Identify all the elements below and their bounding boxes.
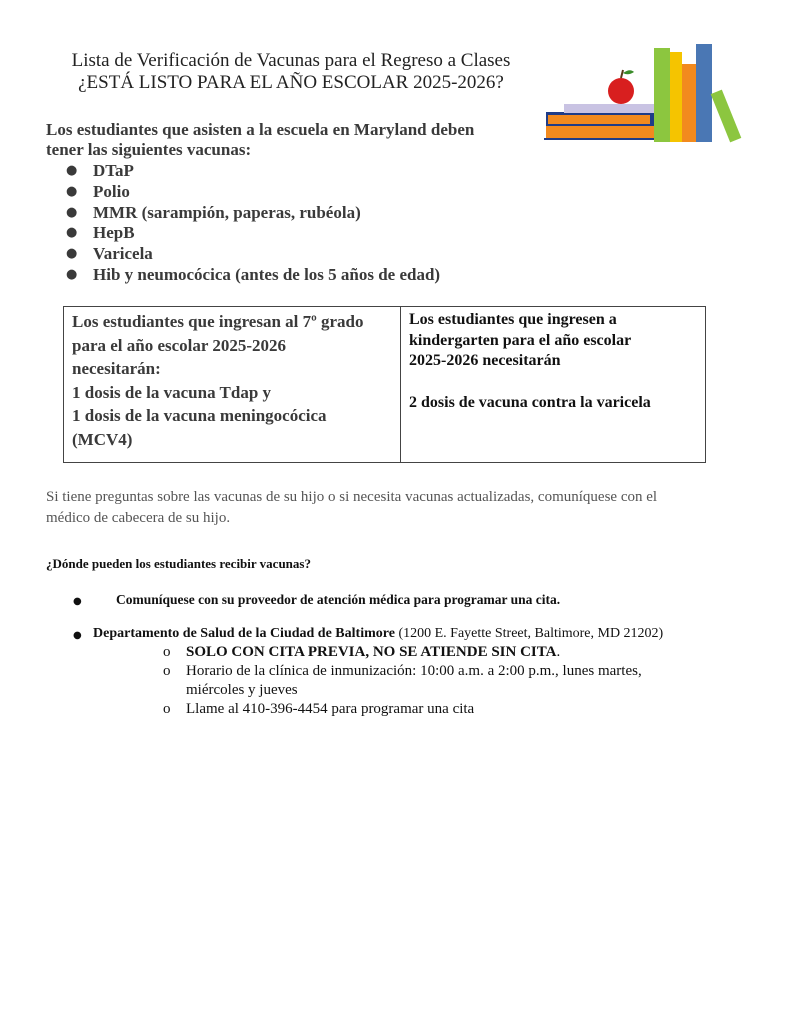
cell-line: Los estudiantes que ingresan al 7º grado <box>72 312 364 331</box>
intro-line-1: Los estudiantes que asisten a la escuela en Maryland deben <box>46 120 475 139</box>
list-item <box>163 681 745 700</box>
sub-bullet-icon: o <box>163 644 171 660</box>
book-orange-tall <box>682 64 696 142</box>
intro-line-2: tener las siguientes vacunas: <box>46 140 252 159</box>
list-item: ● Hib y neumocócica (antes de los 5 años de edad) <box>66 265 440 286</box>
title-line-1: Lista de Verificación de Vacunas para el Regreso a Clases <box>71 50 511 71</box>
bullet-icon: ● <box>73 596 82 607</box>
call-text: Llame al 410-396-4454 para programar una cita <box>186 701 475 717</box>
book-yellow <box>670 52 682 142</box>
clinic-hours-line-1: Horario de la clínica de inmunización: 10:00 a.m. a 2:00 p.m., lunes martes, <box>186 663 642 679</box>
seventh-grade-cell <box>64 307 401 462</box>
clinic-hours-line-2: miércoles y jueves <box>186 682 298 698</box>
list-item: ● HepB <box>66 223 440 244</box>
cell-line: 1 dosis de la vacuna meningocócica <box>72 406 327 426</box>
provider-item: Comuníquese con su proveedor de atención médica para programar una cita. <box>116 592 561 607</box>
bullet-icon: ● <box>73 630 82 641</box>
appointment-only-suffix: . <box>556 644 561 660</box>
cell-line: 2025-2026 necesitarán <box>409 352 561 369</box>
cell-line: necesitarán: <box>72 359 161 379</box>
health-dept-name: Departamento de Salud de la Ciudad de Baltimore <box>93 626 395 641</box>
cell-line: 2 dosis de vacuna contra la varicela <box>409 393 651 411</box>
contact-line-2: médico de cabecera de su hijo. <box>46 510 231 526</box>
cell-line: 1 dosis de la vacuna Tdap y <box>72 382 272 402</box>
health-dept-details <box>163 643 745 719</box>
cell-spacer <box>409 372 697 393</box>
book-blue-bottom <box>544 138 654 140</box>
book-green-tall <box>654 48 670 142</box>
cell-line: kindergarten para el año escolar <box>409 331 632 349</box>
book-green-leaning <box>711 90 742 143</box>
document-title <box>46 50 536 94</box>
books-apple-clipart <box>544 42 754 148</box>
apple-icon <box>608 78 634 104</box>
contact-line-1: Si tiene preguntas sobre las vacunas de su hijo o si necesita vacunas actualizadas, comuníquese con el <box>46 489 658 505</box>
list-item <box>163 643 745 662</box>
book-orange-upper <box>548 115 650 124</box>
list-item <box>163 662 745 681</box>
title-line-2: ¿ESTÁ LISTO PARA EL AÑO ESCOLAR 2025-2026? <box>78 72 504 93</box>
book-orange-lower <box>546 126 654 140</box>
list-item: ● MMR (sarampión, paperas, rubéola) <box>66 203 440 224</box>
apple-leaf-icon <box>623 70 634 74</box>
kindergarten-cell <box>401 307 705 462</box>
book-base-strip <box>546 142 714 145</box>
list-item: ● Varicela <box>66 244 440 265</box>
contact-note <box>46 487 746 529</box>
requirements-table <box>63 306 706 463</box>
book-lavender <box>564 104 654 113</box>
book-blue-tall <box>696 44 712 142</box>
where-heading: ¿Dónde pueden los estudiantes recibir vacunas? <box>46 556 311 571</box>
list-item: ● Polio <box>66 182 440 203</box>
health-dept-item <box>93 626 663 642</box>
health-dept-address: (1200 E. Fayette Street, Baltimore, MD 21202) <box>394 626 664 641</box>
list-item <box>163 700 745 719</box>
appointment-only-text: SOLO CON CITA PREVIA, NO SE ATIENDE SIN CITA <box>186 644 557 660</box>
intro-text <box>46 120 516 160</box>
list-item: ● DTaP <box>66 161 440 182</box>
apple-stem-icon <box>621 70 623 78</box>
vaccine-list <box>66 161 440 286</box>
sub-bullet-icon: o <box>163 663 171 679</box>
sub-bullet-icon: o <box>163 701 171 717</box>
cell-line: (MCV4) <box>72 429 133 449</box>
cell-line: para el año escolar 2025-2026 <box>72 335 287 355</box>
cell-line: Los estudiantes que ingresen a <box>409 311 617 328</box>
